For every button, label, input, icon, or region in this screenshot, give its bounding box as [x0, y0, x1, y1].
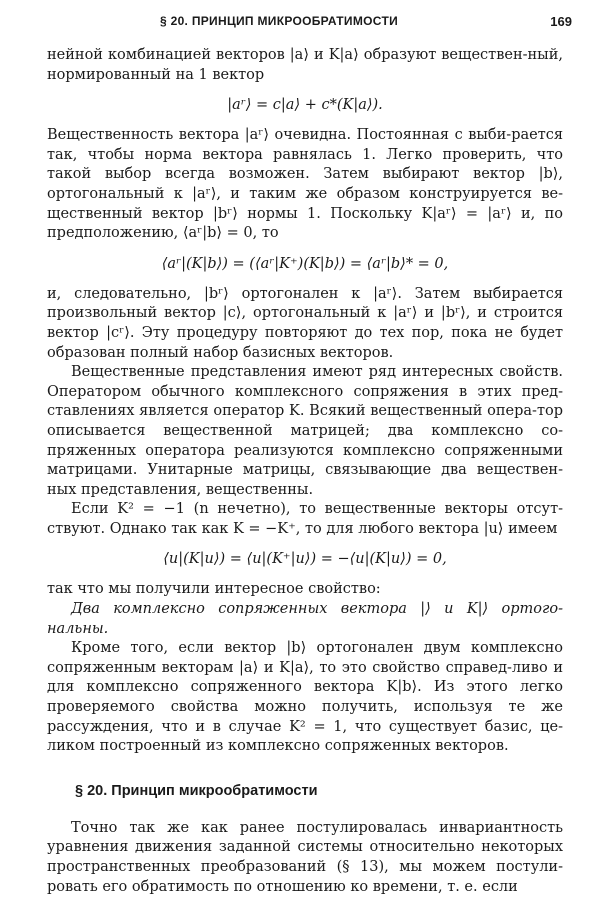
paragraph-1: нейной комбинацией векторов |a⟩ и K|a⟩ образуют веществен-ный, нормированный на 1 вектор [47, 47, 563, 83]
paragraph-3: и, следовательно, |bʳ⟩ ортогонален к |aʳ⟩. Затем выбирается произвольный вектор |c⟩, ортогональный к |aʳ⟩ и |bʳ⟩, и строится вектор |cʳ⟩. Эту процедуру повторяют до тех пор, пока не будет образован полный набор базисных векторов. [47, 285, 563, 361]
paragraph-5: Если K² = −1 (n нечетно), то вещественные векторы отсут-ствуют. Однако так как K = −K⁺, то для любого вектора |u⟩ имеем [47, 501, 563, 537]
page-number: 169 [550, 14, 572, 29]
page-body [47, 46, 563, 897]
equation-3: ⟨u|(K|u⟩) = ⟨u|(K⁺|u⟩) = −⟨u|(K|u⟩) = 0, [163, 551, 447, 568]
paragraph-2: Вещественность вектора |aʳ⟩ очевидна. Постоянная c выби-рается так, чтобы норма вектора равнялась 1. Легко проверить, что такой выбор всегда возможен. Затем выбирают вектор |b⟩, ортогональный к |aʳ⟩, и таким же образом конструируется ве-щественный вектор |bʳ⟩ нормы 1. Поскольку K|aʳ⟩ = |aʳ⟩ и, по предположению, ⟨aʳ|b⟩ = 0, то [47, 127, 563, 242]
running-header-title: § 20. ПРИНЦИП МИКРООБРАТИМОСТИ [160, 14, 399, 28]
paragraph-4: Вещественные представления имеют ряд интересных свойств. Оператором обычного комплексного сопряжения в этих пред-ставлениях является оператор K. Всякий вещественный опера-тор описывается вещественной матрицей; два комплексно со-пряженных оператора реализуются комплексно сопряженными матрицами. Унитарные матрицы, связывающие два веществен-ных представления, вещественны. [47, 364, 563, 498]
paragraph-9: Точно так же как ранее постулировалась инвариантность уравнения движения заданной системы относительно некоторых пространственных преобразований (§ 13), мы можем постули-ровать его обратимость по отношению ко времени, т. е. если [47, 819, 563, 895]
running-header [0, 14, 600, 34]
section-heading: § 20. Принцип микрообратимости [75, 782, 318, 799]
italic-statement: Два комплексно сопряженных вектора |⟩ и K|⟩ ортого-нальны. [47, 601, 563, 637]
paragraph-6: так что мы получили интересное свойство: [47, 581, 381, 598]
paragraph-8: Кроме того, если вектор |b⟩ ортогонален двум комплексно сопряженным векторам |a⟩ и K|a⟩, то это свойство справед-ливо и для комплексно сопряженного вектора K|b⟩. Из этого легко проверяемого свойства можно получить, используя те же рассуждения, что и в случае K² = 1, что существует базис, це-ликом построенный из комплексно сопряженных векторов. [47, 640, 563, 755]
equation-2: ⟨aʳ|(K|b⟩) = (⟨aʳ|K⁺)(K|b⟩) = ⟨aʳ|b⟩* = 0, [161, 255, 449, 272]
equation-1: |aʳ⟩ = c|a⟩ + c*(K|a⟩). [227, 97, 383, 114]
